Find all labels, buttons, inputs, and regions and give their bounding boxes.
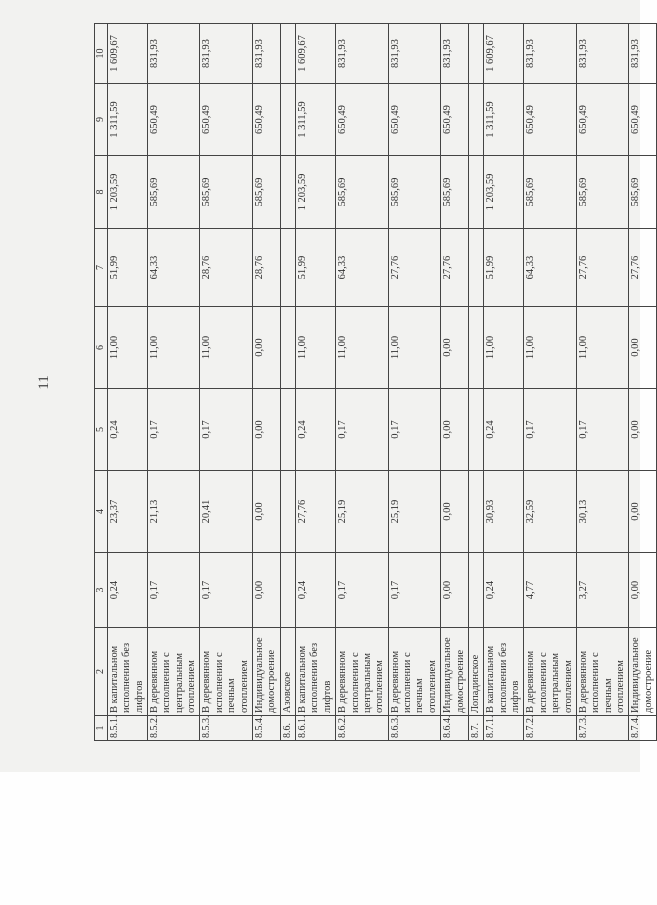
value-cell [280, 156, 295, 229]
value-cell: 64,33 [147, 229, 200, 307]
value-cell: 0,17 [336, 553, 389, 628]
value-cell: 0,00 [252, 553, 280, 628]
table-row [629, 24, 657, 741]
value-cell: 0,17 [147, 553, 200, 628]
value-cell: 20,41 [200, 471, 253, 553]
column-number: 9 [95, 84, 108, 156]
value-cell: 831,93 [147, 24, 200, 84]
row-name: В деревянном исполнении с печным отоплением [388, 628, 441, 716]
value-cell: 585,69 [336, 156, 389, 229]
value-cell: 30,13 [576, 471, 629, 553]
value-cell: 650,49 [524, 84, 577, 156]
value-cell: 831,93 [524, 24, 577, 84]
value-cell: 11,00 [484, 307, 524, 389]
value-cell: 25,19 [336, 471, 389, 553]
row-name: Индивидуальное домостроение [252, 628, 280, 716]
value-cell: 0,00 [441, 389, 469, 471]
row-name: В деревянном исполнении с печным отоплением [200, 628, 253, 716]
row-name: Азовское [280, 628, 295, 716]
value-cell: 0,17 [200, 553, 253, 628]
value-cell: 831,93 [336, 24, 389, 84]
value-cell: 0,24 [296, 553, 336, 628]
row-code: 8.7.2. [524, 716, 577, 741]
value-cell: 585,69 [524, 156, 577, 229]
value-cell: 831,93 [629, 24, 657, 84]
row-code: 8.6.4. [441, 716, 469, 741]
table-row [336, 24, 389, 741]
value-cell: 0,00 [441, 471, 469, 553]
column-number: 2 [95, 628, 108, 716]
value-cell: 585,69 [576, 156, 629, 229]
value-cell: 11,00 [336, 307, 389, 389]
section-row [280, 24, 295, 741]
row-name: В деревянном исполнении с центральным отоплением [147, 628, 200, 716]
value-cell [280, 307, 295, 389]
value-cell [280, 229, 295, 307]
value-cell: 831,93 [576, 24, 629, 84]
value-cell: 3,27 [576, 553, 629, 628]
value-cell [468, 307, 483, 389]
row-code: 8.5.3. [200, 716, 253, 741]
column-number-row [95, 24, 108, 741]
value-cell: 27,76 [296, 471, 336, 553]
value-cell: 32,59 [524, 471, 577, 553]
row-code: 8.6.2. [336, 716, 389, 741]
value-cell: 1 609,67 [484, 24, 524, 84]
table-row [388, 24, 441, 741]
value-cell: 1 609,67 [107, 24, 147, 84]
value-cell: 0,00 [252, 471, 280, 553]
value-cell: 650,49 [200, 84, 253, 156]
tariff-table [94, 23, 657, 741]
value-cell: 585,69 [147, 156, 200, 229]
value-cell: 0,17 [576, 389, 629, 471]
value-cell: 650,49 [336, 84, 389, 156]
row-code: 8.7.4. [629, 716, 657, 741]
value-cell: 585,69 [629, 156, 657, 229]
table-row [107, 24, 147, 741]
column-number: 10 [95, 24, 108, 84]
table-row [200, 24, 253, 741]
value-cell: 25,19 [388, 471, 441, 553]
value-cell: 0,00 [441, 307, 469, 389]
value-cell: 0,17 [388, 389, 441, 471]
row-code: 8.5.4. [252, 716, 280, 741]
value-cell: 0,17 [524, 389, 577, 471]
value-cell [468, 84, 483, 156]
row-code: 8.7. [468, 716, 483, 741]
table-row [252, 24, 280, 741]
value-cell: 0,00 [629, 471, 657, 553]
column-number: 6 [95, 307, 108, 389]
value-cell: 1 311,59 [296, 84, 336, 156]
value-cell: 585,69 [441, 156, 469, 229]
value-cell: 585,69 [252, 156, 280, 229]
value-cell [468, 389, 483, 471]
value-cell: 11,00 [296, 307, 336, 389]
value-cell: 51,99 [296, 229, 336, 307]
value-cell: 831,93 [441, 24, 469, 84]
value-cell: 51,99 [484, 229, 524, 307]
value-cell [280, 471, 295, 553]
value-cell: 1 311,59 [107, 84, 147, 156]
value-cell: 831,93 [388, 24, 441, 84]
value-cell: 831,93 [200, 24, 253, 84]
value-cell: 0,00 [629, 553, 657, 628]
value-cell [280, 389, 295, 471]
value-cell: 0,24 [296, 389, 336, 471]
row-name: Индивидуальное домостроение [441, 628, 469, 716]
value-cell: 585,69 [200, 156, 253, 229]
value-cell: 650,49 [629, 84, 657, 156]
column-number: 8 [95, 156, 108, 229]
value-cell [280, 84, 295, 156]
table-row [441, 24, 469, 741]
value-cell: 0,17 [336, 389, 389, 471]
table-row [576, 24, 629, 741]
row-code: 8.5.2. [147, 716, 200, 741]
value-cell: 831,93 [252, 24, 280, 84]
value-cell [468, 553, 483, 628]
table-row [296, 24, 336, 741]
value-cell [468, 156, 483, 229]
row-code: 8.5.1. [107, 716, 147, 741]
value-cell: 11,00 [576, 307, 629, 389]
row-code: 8.6.1. [296, 716, 336, 741]
value-cell: 0,00 [629, 389, 657, 471]
value-cell [468, 471, 483, 553]
value-cell: 0,00 [252, 389, 280, 471]
value-cell: 650,49 [388, 84, 441, 156]
value-cell [280, 24, 295, 84]
value-cell: 585,69 [388, 156, 441, 229]
rotated-table-block [36, 24, 654, 741]
value-cell: 11,00 [107, 307, 147, 389]
column-number: 5 [95, 389, 108, 471]
row-name: В капитальном исполнении без лифтов [296, 628, 336, 716]
row-code: 8.6.3. [388, 716, 441, 741]
column-number: 1 [95, 716, 108, 741]
value-cell: 27,76 [388, 229, 441, 307]
value-cell: 27,76 [441, 229, 469, 307]
value-cell: 0,00 [252, 307, 280, 389]
row-name: В капитальном исполнении без лифтов [484, 628, 524, 716]
value-cell: 1 203,59 [107, 156, 147, 229]
value-cell: 11,00 [524, 307, 577, 389]
row-name: Лопадинское [468, 628, 483, 716]
value-cell: 0,17 [200, 389, 253, 471]
value-cell: 1 311,59 [484, 84, 524, 156]
value-cell: 64,33 [524, 229, 577, 307]
row-name: В деревянном исполнении с центральным отоплением [524, 628, 577, 716]
page-number: 11 [36, 375, 52, 390]
row-name: Индивидуальное домостроение [629, 628, 657, 716]
value-cell: 0,24 [107, 389, 147, 471]
value-cell: 27,76 [629, 229, 657, 307]
column-number: 4 [95, 471, 108, 553]
value-cell: 11,00 [200, 307, 253, 389]
value-cell: 650,49 [252, 84, 280, 156]
value-cell: 64,33 [336, 229, 389, 307]
value-cell: 21,13 [147, 471, 200, 553]
value-cell: 1 203,59 [296, 156, 336, 229]
value-cell: 4,77 [524, 553, 577, 628]
value-cell: 650,49 [576, 84, 629, 156]
table-row [147, 24, 200, 741]
value-cell [468, 229, 483, 307]
value-cell: 28,76 [252, 229, 280, 307]
value-cell: 28,76 [200, 229, 253, 307]
value-cell: 11,00 [147, 307, 200, 389]
value-cell: 1 609,67 [296, 24, 336, 84]
row-code: 8.6. [280, 716, 295, 741]
value-cell: 1 203,59 [484, 156, 524, 229]
row-code: 8.7.3. [576, 716, 629, 741]
value-cell: 0,00 [629, 307, 657, 389]
column-number: 3 [95, 553, 108, 628]
value-cell: 23,37 [107, 471, 147, 553]
value-cell: 0,24 [484, 553, 524, 628]
row-code: 8.7.1. [484, 716, 524, 741]
value-cell: 30,93 [484, 471, 524, 553]
value-cell: 0,00 [441, 553, 469, 628]
row-name: В деревянном исполнении с центральным отоплением [336, 628, 389, 716]
value-cell: 650,49 [441, 84, 469, 156]
value-cell [468, 24, 483, 84]
table-row [524, 24, 577, 741]
row-name: В деревянном исполнении с печным отоплением [576, 628, 629, 716]
value-cell: 27,76 [576, 229, 629, 307]
value-cell [280, 553, 295, 628]
value-cell: 0,24 [484, 389, 524, 471]
value-cell: 51,99 [107, 229, 147, 307]
table-row [484, 24, 524, 741]
value-cell: 0,17 [147, 389, 200, 471]
section-row [468, 24, 483, 741]
column-number: 7 [95, 229, 108, 307]
value-cell: 11,00 [388, 307, 441, 389]
row-name: В капитальном исполнении без лифтов [107, 628, 147, 716]
value-cell: 0,24 [107, 553, 147, 628]
value-cell: 650,49 [147, 84, 200, 156]
value-cell: 0,17 [388, 553, 441, 628]
